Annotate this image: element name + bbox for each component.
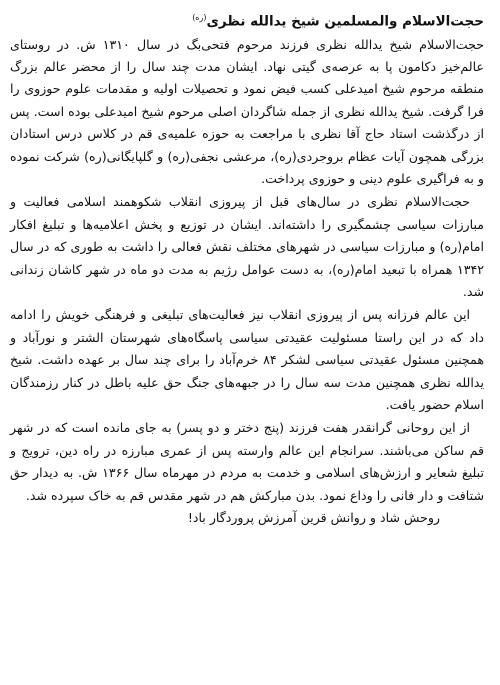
paragraph-family-and-death: از این روحانی گرانقدر هفت فرزند (پنج دختر و دو پسر) به جای مانده است که در شهر قم ساکن می‌باشند. سرانجام این عالم وارسته پس از عمری مبارزه در راه دین، ترویج و تبلیغ شعایر و ارزش‌های اسلامی و خدمت به مردم در مهرماه سال ۱۳۶۶ ش. به دیدار حق شتافت و دار فانی را وداع نمود. بدن مبارکش هم در شهر مقدس قم به خاک سپرده شد. bbox=[10, 420, 484, 503]
closing-prayer: روحش شاد و روانش قرین آمرزش پروردگار باد! bbox=[187, 510, 440, 526]
paragraph-biography: حجت‌الاسلام شیخ یدالله نظری فرزند مرحوم فتحی‌بگ در سال ۱۳۱۰ ش. در روستای عالم‌خیز دکامون پا به عرصه‌ی گیتی نهاد. ایشان مدت چند سال را از محضر عالم بزرگ منطقه مرحوم شیخ امیدعلی کسب فیض نمود و تحصیلات اولیه و مقدمات علوم حوزوی را فرا گرفت. شیخ یدالله نظری از جمله شاگردان اصلی مرحوم شیخ امیدعلی بوده است. پس از درگذشت استاد حاج آقا نظری با مراجعت به حوزه علمیه‌ی قم در کلاس درس استادان بزرگی همچون آیات عظام بروجردی(ره)، مرعشی نجفی(ره) و گلپایگانی(ره) شرکت نموده و به فراگیری علوم دینی و حوزوی پرداخت. bbox=[10, 36, 484, 186]
document-body bbox=[10, 8, 484, 529]
page-title bbox=[10, 8, 484, 32]
paragraph-post-revolution: این عالم فرزانه پس از پیروزی انقلاب نیز فعالیت‌های تبلیغی و فرهنگی خویش را ادامه داد که در این راستا مسئولیت عقیدتی سیاسی پاسگاه‌های شهرستان الشتر و نورآباد و همچنین مسئول عقیدتی سیاسی لشکر ۸۴ خرم‌آباد را برای چند سال بر عهده داشت. شیخ یدالله نظری همچنین مدت سه سال را در جبهه‌های جنگ حق علیه باطل در کنار رزمندگان اسلام حضور یافت. bbox=[10, 307, 484, 412]
title-text: حجت‌الاسلام والمسلمین شیخ یدالله نظری bbox=[206, 13, 484, 30]
paragraph-political-activities: حجت‌الاسلام نظری در سال‌های قبل از پیروزی انقلاب شکوهمند اسلامی فعالیت و مبارزات سیاسی چشمگیری را داشته‌اند. ایشان در توزیع و پخش اعلامیه‌ها و تبلیغ افکار امام(ره) و مبارزات سیاسی در شهرهای مختلف نقش فعالی را داشت به طوری که در سال ۱۳۴۲ همراه با تبعید امام(ره)، به دست عوامل رژیم به مدت دو ماه در شهر کاشان زندانی شد. bbox=[10, 194, 484, 299]
title-honorific-mark: (ره) bbox=[192, 13, 207, 22]
